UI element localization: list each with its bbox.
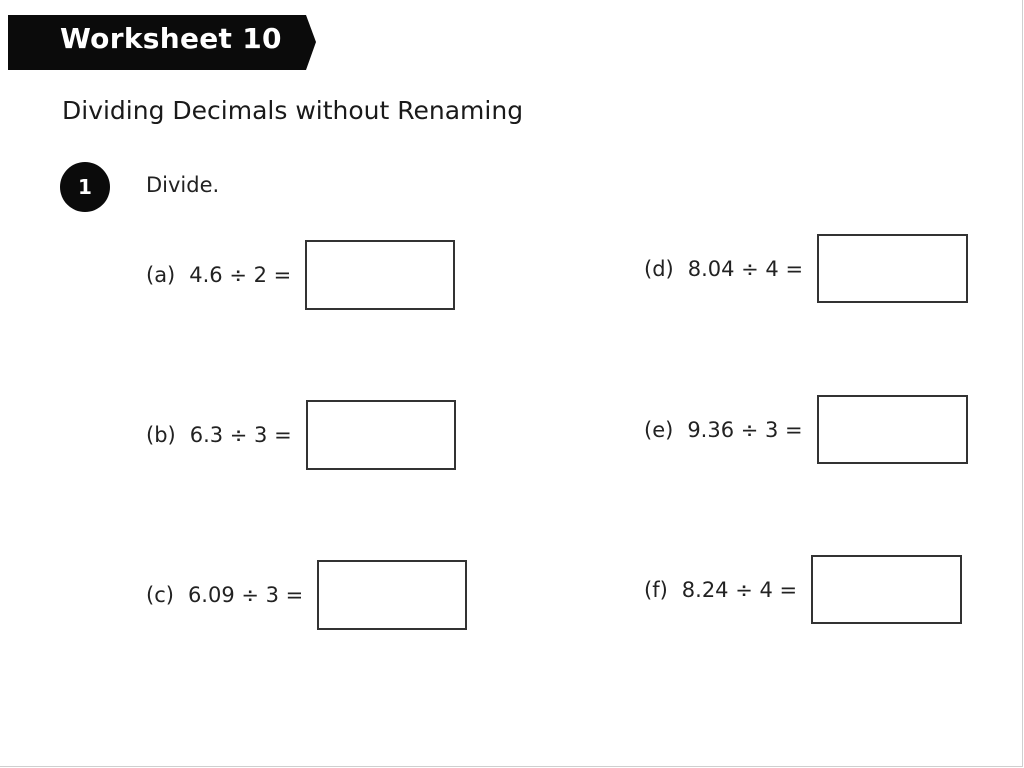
problem-label: (e) (644, 417, 674, 442)
problem-d (644, 234, 968, 303)
problem-expression: 8.04 ÷ 4 = (687, 256, 804, 281)
question-number-badge: 1 (60, 162, 110, 212)
problem-e (644, 395, 968, 464)
problem-b (146, 400, 456, 470)
problem-expression: 4.6 ÷ 2 = (189, 263, 292, 287)
problem-expression: 6.3 ÷ 3 = (189, 423, 292, 447)
answer-box-c[interactable] (317, 560, 467, 630)
answer-box-f[interactable] (811, 555, 962, 624)
question-instruction: Divide. (146, 173, 220, 197)
worksheet-subtitle: Dividing Decimals without Renaming (62, 96, 524, 125)
problem-label: (f) (644, 577, 668, 602)
problem-a (146, 240, 455, 310)
worksheet-title: Worksheet 10 (60, 22, 282, 55)
problem-expression: 9.36 ÷ 3 = (687, 417, 803, 442)
problem-label: (d) (644, 256, 674, 281)
answer-box-b[interactable] (306, 400, 456, 470)
problem-expression: 8.24 ÷ 4 = (681, 577, 798, 602)
problem-label: (b) (146, 423, 176, 447)
answer-box-d[interactable] (817, 234, 968, 303)
problem-label: (c) (146, 583, 174, 607)
problem-label: (a) (146, 263, 176, 287)
problem-f (644, 555, 962, 624)
problem-expression: 6.09 ÷ 3 = (187, 583, 304, 607)
answer-box-e[interactable] (817, 395, 968, 464)
problem-c (146, 560, 467, 630)
answer-box-a[interactable] (305, 240, 455, 310)
